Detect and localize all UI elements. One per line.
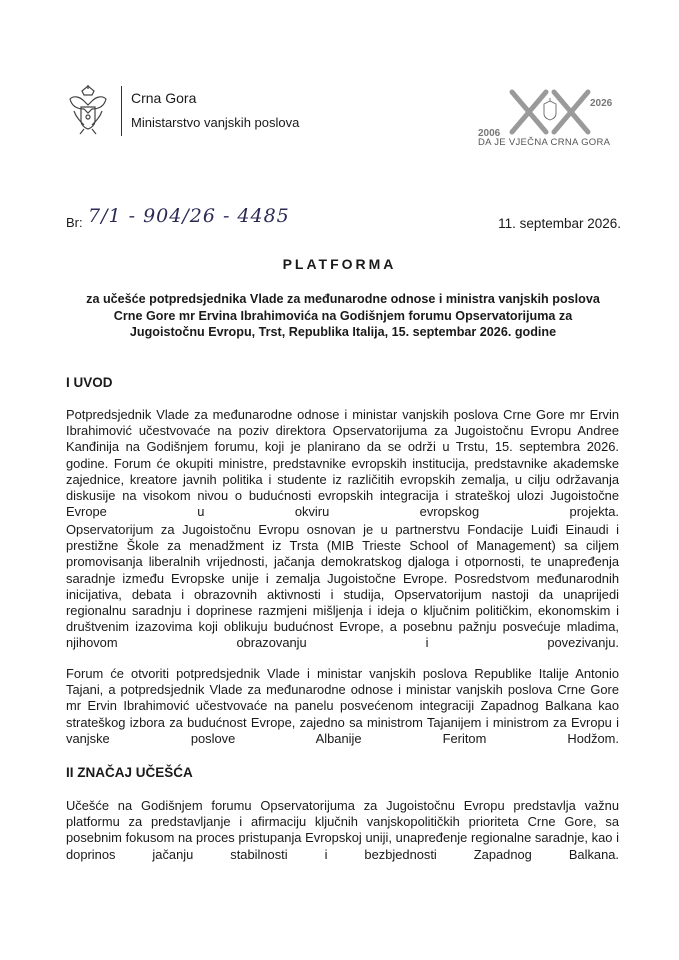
anniversary-year-end: 2026 [590, 98, 613, 109]
document-date: 11. septembar 2026. [498, 216, 621, 231]
anniversary-year-start: 2006 [478, 128, 501, 139]
org-name: Crna Gora [131, 90, 197, 106]
document-subtitle: za učešće potpredsjednika Vlade za međunarodne odnose i ministra vanjskih poslova Crne Gore mr Ervina Ibrahimovića na Godišnjem forumu Opservatorijuma za Jugoistočnu Evropu, Trst, Republika Italija, 15. septembar 2026. godine [86, 292, 600, 339]
paragraph: Učešće na Godišnjem forumu Opservatorijuma za Jugoistočnu Evropu predstavlja važnu platformu za predstavljanje i afirmaciju ključnih vanjskopolitičkih prioriteta Crne Gore, sa posebnim fokusom na proces pristupanja Evropskoj uniji, unapređenje regionalne saradnje, kao i doprinos jačanju stabilnosti i bezbjednosti Zapadnog Balkana. [66, 798, 619, 862]
section-heading-intro: I UVOD [66, 375, 113, 390]
coat-of-arms-icon [66, 85, 110, 135]
paragraph: Potpredsjednik Vlade za međunarodne odnose i ministar vanjskih poslova Crne Gore mr Ervin Ibrahimović učestvovaće na poziv direktora Opservatorijuma za Jugoistočnu Evropu Andree Kanđinija na Godišnjem forumu, koji je planirano da se održi u Trstu, 15. septembra 2026. godine. Forum će okupiti ministre, predstavnike evropskih institucija, predstavnike akademske zajednice, kreatore javnih politika i studente iz različitih evropskih zemalja, u cilju održavanja diskusije na visokom nivou o budućnosti evropskih integracija i strateškoj ulozi Jugoistočne Evrope u okviru evropskog projekta. [66, 407, 619, 520]
header-divider [121, 86, 122, 136]
section-heading-significance: II ZNAČAJ UČEŠĆA [66, 765, 193, 780]
anniversary-motto: DA JE VJEČNA CRNA GORA [478, 137, 611, 148]
ministry-name: Ministarstvo vanjskih poslova [131, 115, 300, 130]
document-title: PLATFORMA [282, 256, 397, 272]
reference-label: Br: [66, 215, 83, 230]
paragraph: Opservatorijum za Jugoistočnu Evropu osnovan je u partnerstvu Fondacije Luiđi Einaudi i prestižne Škole za menadžment iz Trsta (MIB Trieste School of Management) sa ciljem promovisanja liberalnih vrijednosti, jačanja demokratskog djaloga i otpornosti, te unapređenja saradnje između Evropske unije i zemalja Jugoistočne Evrope. Posredstvom međunarodnih inicijativa, debata i obrazovnih aktivnosti i studija, Opservatorijum nastoji da unaprijedi regionalnu saradnju i doprinese razmjeni mišljenja i ideja o ključnim političkim, ekonomskim i društvenim izazovima koji oblikuju budućnost Evrope, a posebnu pažnju posvećuje mladima, njihovom obrazovanju i povezivanju. [66, 522, 619, 651]
reference-number-handwritten: 7/1 - 904/26 - 4485 [88, 205, 290, 227]
paragraph: Forum će otvoriti potpredsjednik Vlade i ministar vanjskih poslova Republike Italije Antonio Tajani, a potpredsjednik Vlade za međunarodne odnose i ministar vanjskih poslova Crne Gore mr Ervin Ibrahimović učestvovaće na panelu posvećenom integraciji Zapadnog Balkana kao strateškog izbora za budućnost Evrope, zajedno sa ministrom Tajanijem i ministrom za Evropu i vanjske poslove Albanije Feritom Hodžom. [66, 666, 619, 746]
